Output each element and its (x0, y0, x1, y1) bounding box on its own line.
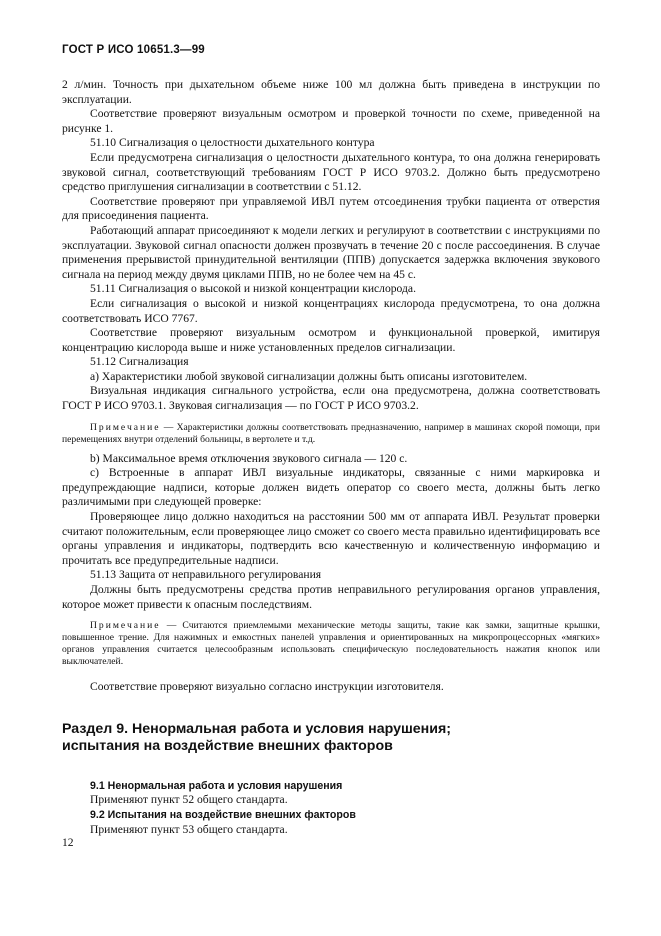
subsection-title: 9.2 Испытания на воздействие внешних факторов (90, 808, 356, 821)
paragraph: Визуальная индикация сигнального устройства, если она предусмотрена, должна соответствовать ГОСТ Р ИСО 9703.1. Звуковая сигнализация — по ГОСТ Р ИСО 9703.2. (62, 384, 600, 413)
clause-heading: 51.11 Сигнализация о высокой и низкой концентрации кислорода. (90, 282, 416, 296)
document-header: ГОСТ Р ИСО 10651.3—99 (62, 44, 205, 56)
paragraph: Применяют пункт 52 общего стандарта. (90, 793, 288, 807)
document-body (62, 78, 600, 837)
paragraph: Соответствие проверяют визуальным осмотром и функциональной проверкой, имитируя концентрацию кислорода выше и ниже установленных пределов сигнализации. (62, 326, 600, 354)
clause-heading: 51.12 Сигнализация (90, 355, 189, 369)
page-number: 12 (62, 836, 74, 849)
note (62, 422, 600, 446)
paragraph: 2 л/мин. Точность при дыхательном объеме ниже 100 мл должна быть приведена в инструкции по эксплуатации. (62, 78, 600, 106)
paragraph: Проверяющее лицо должно находиться на расстоянии 500 мм от аппарата ИВЛ. Результат проверки считают положительным, если проверяющее лицо сможет со своего места правильно идентифицировать все органы управления и индикаторы, подтвердить всю качественную и количественную информацию и прочитать все предупредительные надписи. (62, 510, 600, 567)
paragraph: а) Характеристики любой звуковой сигнализации должны быть описаны изготовителем. (90, 369, 528, 383)
paragraph: Должны быть предусмотрены средства против неправильного регулирования органов управления, которое может привести к опасным последствиям. (62, 583, 600, 611)
paragraph: Соответствие проверяют визуально согласно инструкции изготовителя. (90, 680, 444, 694)
paragraph: Соответствие проверяют визуальным осмотром и проверкой точности по схеме, приведенной на рисунке 1. (62, 107, 600, 135)
paragraph: Если предусмотрена сигнализация о целостности дыхательного контура, то она должна генерировать звуковой сигнал, соответствующий требованиям ГОСТ Р ИСО 9703.2. Должно быть предусмотрено средство приглушения сигнализации в соответствии с 51.12. (62, 150, 600, 194)
paragraph: Применяют пункт 53 общего стандарта. (90, 822, 288, 836)
section-heading-line1: Раздел 9. Ненормальная работа и условия нарушения; (62, 720, 451, 737)
note (62, 620, 600, 668)
note-text: — Считаются приемлемыми механические методы защиты, такие как замки, защитные крышки, повышенное трение. Для нажимных и емкостных панелей управления и ориентированных на микропроцессорных «мягких» органов управления считается целесообразным использовать специфическую последовательность нажатия кнопок или выключателей. (62, 620, 600, 668)
clause-heading: 51.10 Сигнализация о целостности дыхательного контура (90, 136, 375, 150)
section-heading-line2: испытания на воздействие внешних факторов (62, 737, 393, 754)
paragraph: Работающий аппарат присоединяют к модели легких и регулируют в соответствии с инструкциями по эксплуатации. Звуковой сигнал опасности должен прозвучать в течение 20 с после рассоединения. В случае применения прерывистой принудительной вентиляции (ППВ) допускается задержка включения звукового сигнала на период между двумя циклами ППВ, но не более чем на 45 с. (62, 223, 600, 281)
paragraph: Если сигнализация о высокой и низкой концентрациях кислорода предусмотрена, то она должна соответствовать ИСО 7767. (62, 296, 600, 325)
paragraph: b) Максимальное время отключения звукового сигнала — 120 с. (90, 451, 408, 465)
note-label: Примечание (90, 421, 161, 433)
clause-heading: 51.13 Защита от неправильного регулирования (90, 568, 322, 582)
note-label: Примечание (90, 620, 161, 632)
subsection-title: 9.1 Ненормальная работа и условия нарушения (90, 779, 343, 792)
paragraph: c) Встроенные в аппарат ИВЛ визуальные индикаторы, связанные с ними маркировка и предупреждающие надписи, которые должен видеть оператор со своего места, должны быть легко различимыми при следующей проверке: (62, 466, 600, 509)
paragraph: Соответствие проверяют при управляемой ИВЛ путем отсоединения трубки пациента от отверстия для присоединения пациента. (62, 194, 600, 223)
note-text: — Характеристики должны соответствовать предназначению, например в машинах скорой помощи, при перемещениях внутри отделений больницы, в вертолете и т.д. (62, 421, 600, 445)
section-heading (62, 721, 600, 755)
